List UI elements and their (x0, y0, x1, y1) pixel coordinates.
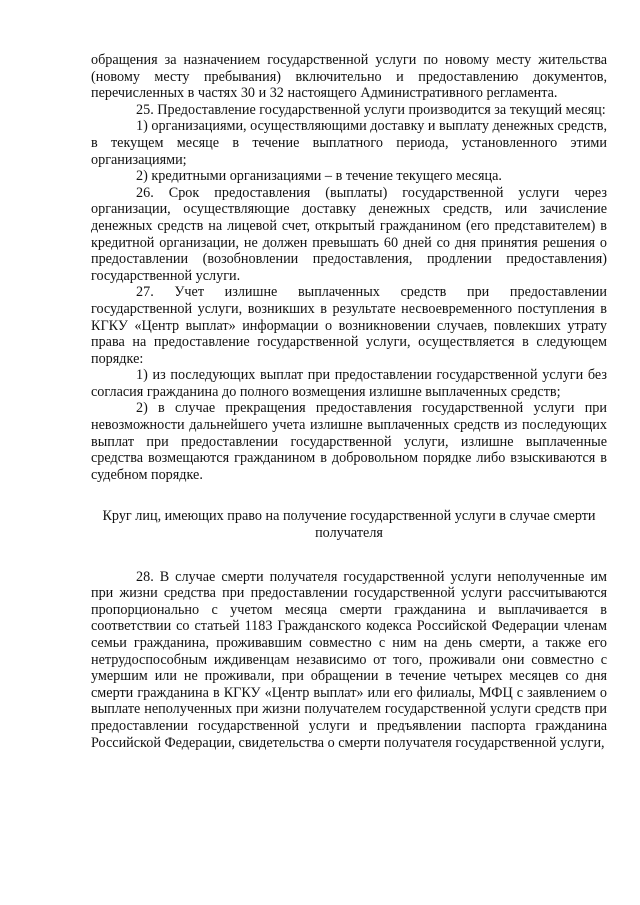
section-heading: Круг лиц, имеющих право на получение государственной услуги в случае смерти получателя (102, 508, 596, 542)
paragraph-25-item-1: 1) организациями, осуществляющими доставку и выплату денежных средств, в текущем месяце в течение выплатного периода, установленного этими организациями; (91, 118, 607, 168)
paragraph-25-item-2: 2) кредитными организациями – в течение текущего месяца. (136, 168, 502, 185)
paragraph-25: 25. Предоставление государственной услуги производится за текущий месяц: (136, 101, 606, 118)
paragraph-26: 26. Срок предоставления (выплаты) государственной услуги через организации, осуществляющие доставку денежных средств, или зачисление денежных средств на лицевой счет, открытый гражданином (его представителем) в кредитной организации, не должен превышать 60 дней со дня принятия решения о предоставлении (возобновлении предоставления, продлении предоставления) государственной услуги. (91, 184, 607, 284)
paragraph-28: 28. В случае смерти получателя государственной услуги неполученные им при жизни средства при предоставлении государственной услуги рассчитываются пропорционально с учетом месяца смерти гражданина и выплачивается в соответствии со статьей 1183 Гражданского кодекса Российской Федерации членам семьи гражданина, проживавшим совместно с ним на день смерти, а также его нетрудоспособным иждивенцам независимо от того, проживали они совместно с умершим или не проживали, при обращении в течение четырех месяцев со дня смерти гражданина в КГКУ «Центр выплат» или его филиалы, МФЦ с заявлением о выплате неполученных при жизни получателем государственной услуги средств при предоставлении государственной услуги и предъявлении паспорта гражданина Российской Федерации, свидетельства о смерти получателя государственной услуги, (91, 568, 607, 751)
paragraph-27-item-2: 2) в случае прекращения предоставления государственной услуги при невозможности дальнейшего учета излишне выплаченных средств из последующих выплат при предоставлении государственной услуги, излишне выплаченные средства возмещаются гражданином в добровольном порядке либо взыскиваются в судебном порядке. (91, 400, 607, 483)
paragraph-27: 27. Учет излишне выплаченных средств при предоставлении государственной услуги, возникших в результате несвоевременного поступления в КГКУ «Центр выплат» информации о возникновении случаев, повлекших утрату права на предоставление государственной услуги, осуществляется в следующем порядке: (91, 284, 607, 367)
paragraph-continuation: обращения за назначением государственной услуги по новому месту жительства (новому месту пребывания) включительно и предоставлению документов, перечисленных в частях 30 и 32 настоящего Административного регламента. (91, 52, 607, 102)
paragraph-27-item-1: 1) из последующих выплат при предоставлении государственной услуги без согласия гражданина до полного возмещения излишне выплаченных средств; (91, 367, 607, 400)
